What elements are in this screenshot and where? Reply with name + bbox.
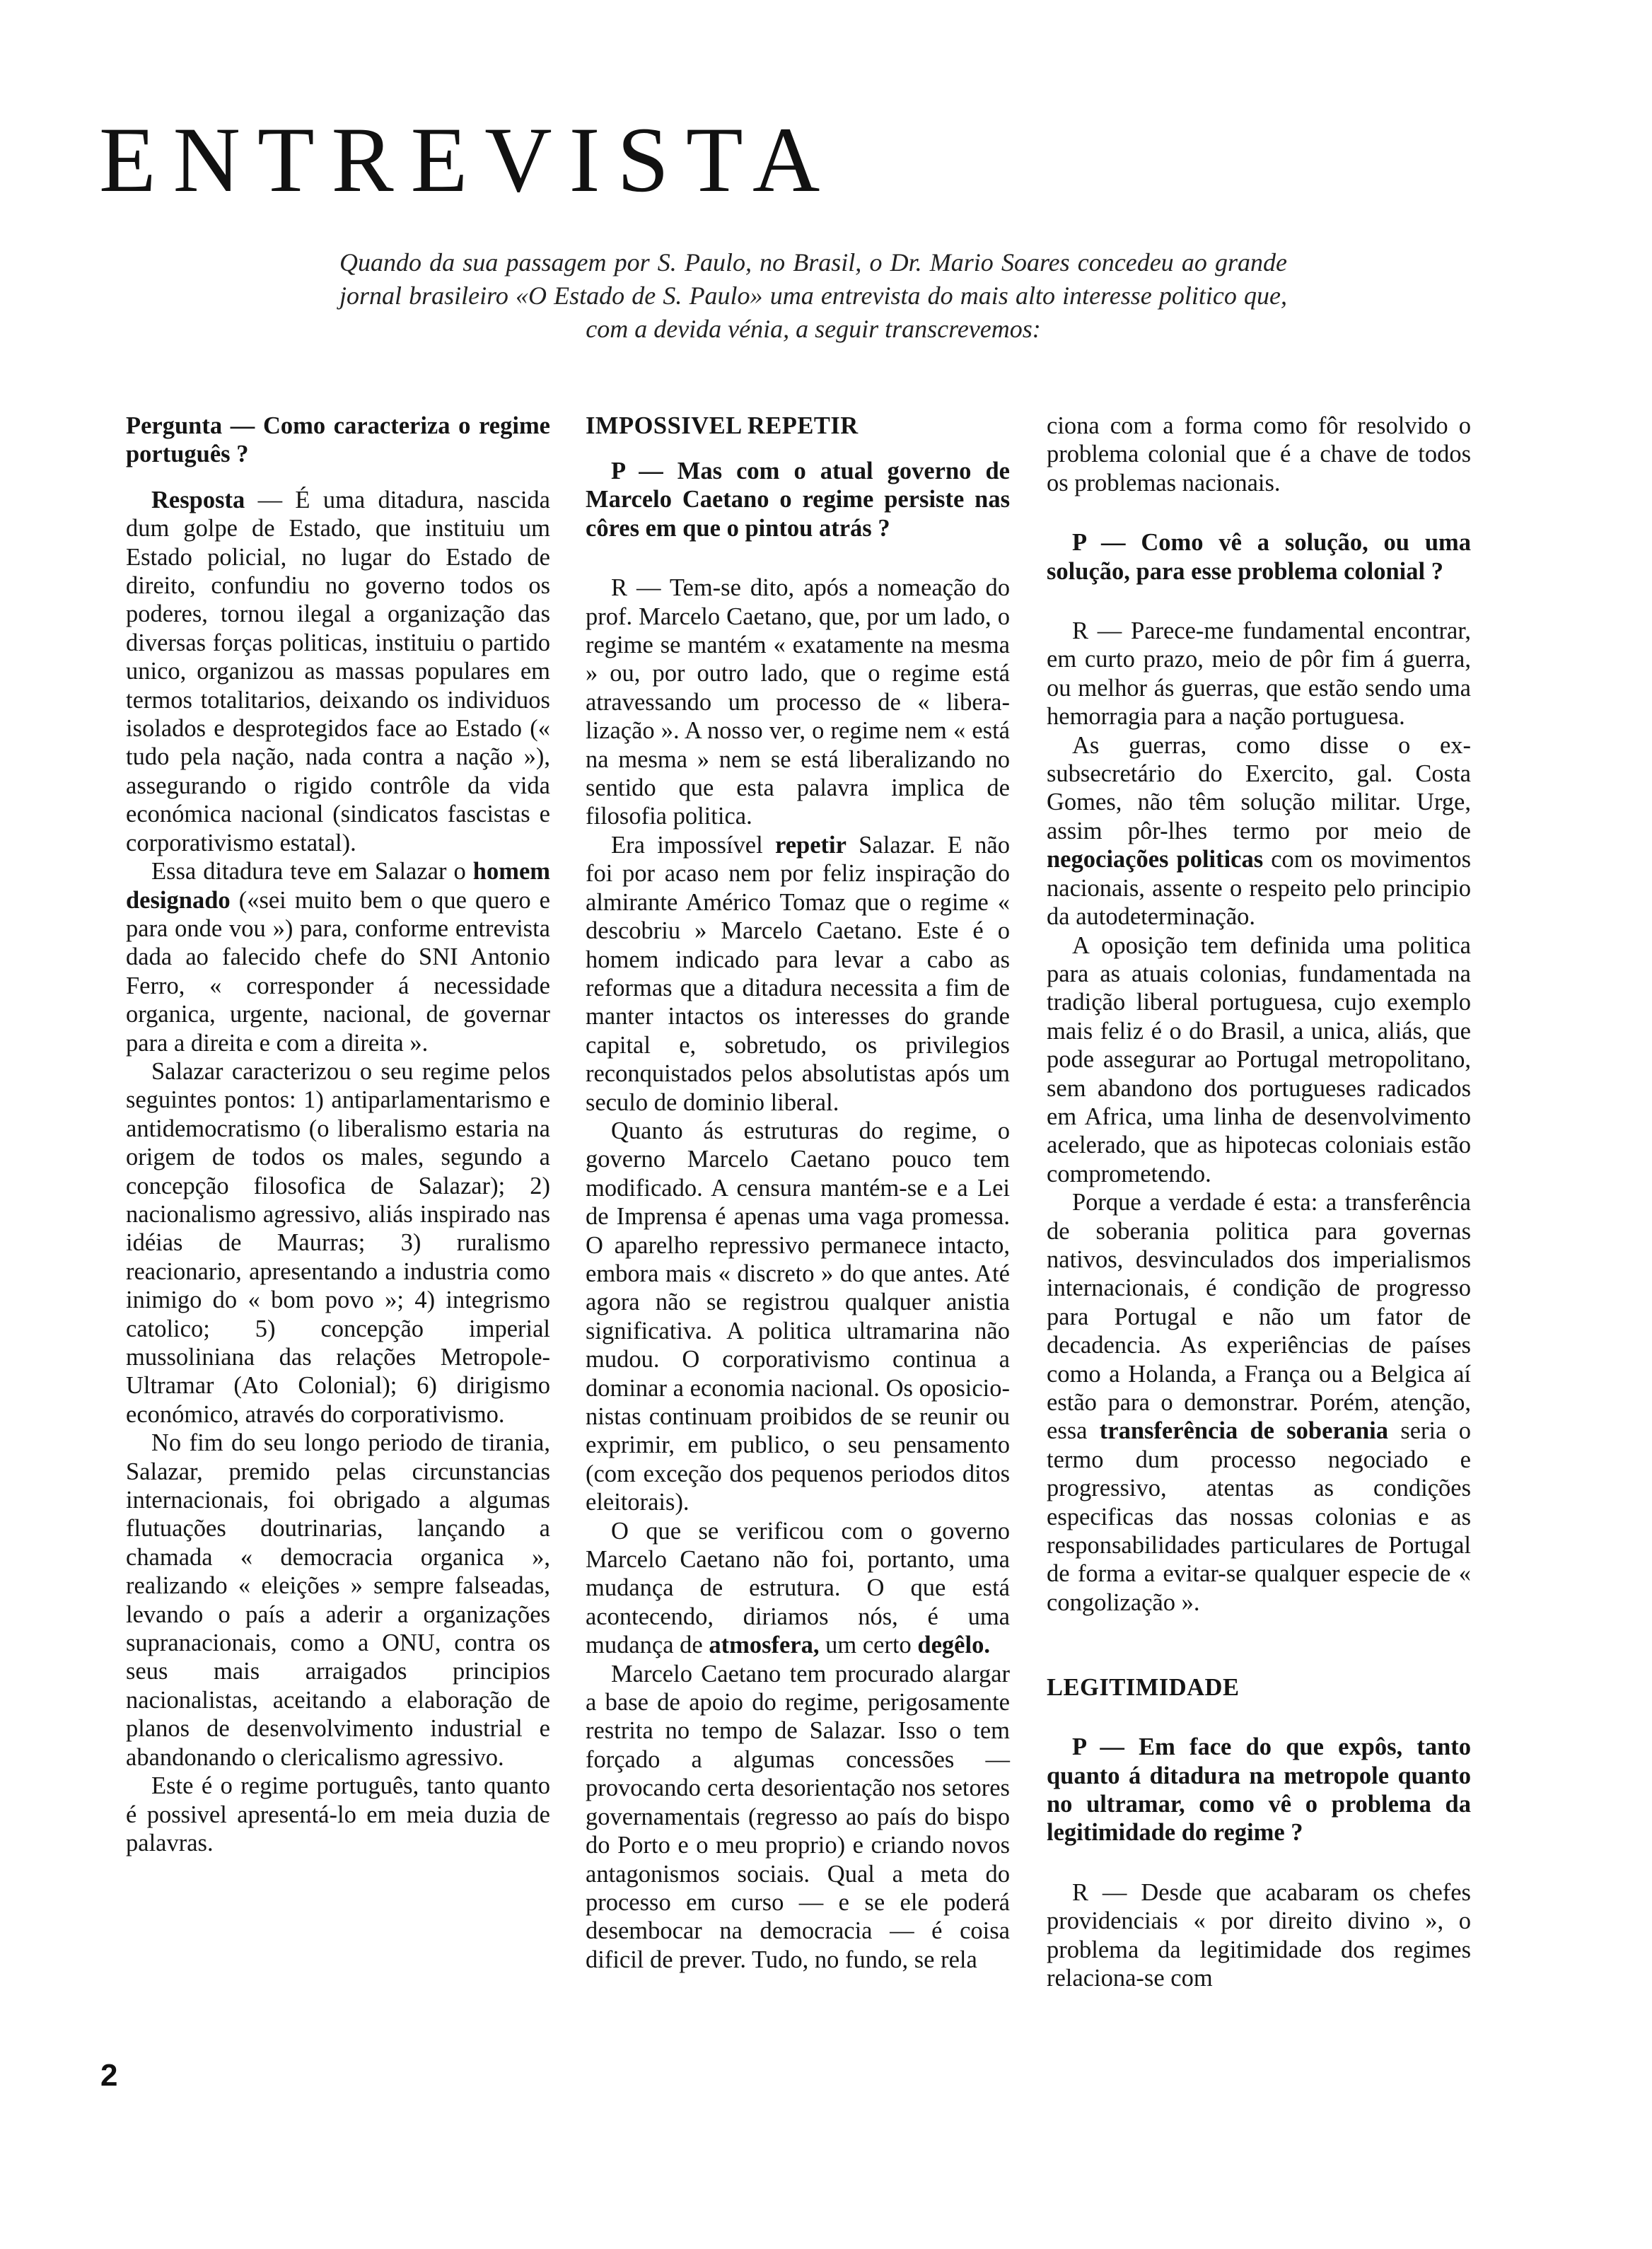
- text-run: Era impossível: [611, 831, 776, 859]
- text-run: seria o termo dum processo negociado e progressivo, atentas as condições especificas das nossas colonias e as responsabilidades particulares de Portugal de forma a evitar-se qualquer especie de « congolização ».: [1047, 1417, 1471, 1616]
- text-run: O que se verificou com o governo Marcelo Caetano não foi, portanto, uma mudança de estrutura. O que está acontecendo, diriamos nós, é uma mudança de: [586, 1517, 1010, 1659]
- paragraph: Salazar caracterizou o seu regime pelos seguintes pontos: 1) antiparlamentarismo e antidemocratismo (o liberalismo estaria na origem de todos os males, segundo a concepção filosofica de Salazar); 2) nacionalismo agressivo, aliás inspirado nas idéias de Maurras; 3) ruralismo reacionario, apresentando a industria como inimigo do « bom povo »; 4) integrismo catolico; 5) concepção imperial mussoliniana das relações Metropole-Ultramar (Ato Colonial); 6) dirigismo económico, através do corporativismo.: [126, 1057, 550, 1428]
- paragraph: Marcelo Caetano tem procurado alargar a base de apoio do regime, perigosamente restrita no tempo de Salazar. Isso o tem forçado a algumas concessões — provocando certa desorientação nos setores governamentais (regresso ao país do bispo do Porto e o meu proprio) e criando novos antagonismos sociais. Qual a meta do processo em curso — e se ele poderá desembocar na democracia — é coisa dificil de prever. Tudo, no fundo, se rela: [586, 1660, 1010, 1973]
- answer-label: Resposta: [151, 486, 245, 513]
- text-run: As guerras, como disse o ex-subsecretário do Exercito, gal. Costa Gomes, não têm solução militar. Urge, assim pôr-lhes termo por meio de: [1047, 731, 1471, 844]
- column-2: [586, 412, 1010, 1974]
- emphasis: transferência de soberania: [1099, 1417, 1389, 1445]
- intro-paragraph: Quando da sua passagem por S. Paulo, no Brasil, o Dr. Mario Soares concedeu ao grande jornal brasileiro «O Estado de S. Paulo» uma entrevista do mais alto interesse politico que, com a devida vénia, a seguir transcrevemos:: [339, 248, 1287, 343]
- paragraph: [586, 831, 1010, 1117]
- emphasis: repetir: [775, 831, 847, 859]
- paragraph: A oposição tem definida uma politica para as atuais colonias, fundamentada na tradição liberal portuguesa, cujo exemplo mais feliz é o do Brasil, a unica, aliás, que pode assegurar ao Portugal metropolitano, sem abandono dos portugueses radicados em Africa, uma linha de desenvolvimento acelerado, que as hipotecas coloniais estão comprometendo.: [1047, 931, 1471, 1187]
- text-run: Porque a verdade é esta: a transferência de soberania politica para governas nativos, desvinculados dos imperialismos internacionais, é condição de progresso para Portugal e não um fator de decadencia. As experiências de países como a Holanda, a França ou a Belgica aí estão para o demonstrar. Porém, atenção, essa: [1047, 1189, 1471, 1445]
- paragraph: Este é o regime português, tanto quanto é possivel apresentá-lo em meia duzia de palavras.: [126, 1772, 550, 1856]
- answer-1-text: — É uma ditadura, nascida dum golpe de Estado, que instituiu um Estado policial, no lugar do Estado de direito, confundiu no governo todos os poderes, tornou ilegal a organização das diversas forças politicas, instituiu o partido unico, organizou as massas populares em termos totalitarios, deixando os individuos isolados e desprotegidos face ao Estado (« tudo pela nação, nada contra a nação »), assegurando o rigido contrôle da vida económica nacional (sindicatos fascistas e corporativismo estatal).: [126, 486, 550, 856]
- paragraph: ciona com a forma como fôr resolvido o problema colonial que é a chave de todos os problemas nacionais.: [1047, 412, 1471, 496]
- section-heading: LEGITIMIDADE: [1047, 1674, 1240, 1702]
- answer-3: R — Parece-me fundamental encontrar, em curto prazo, meio de pôr fim á guerra, ou melhor ás guerras, que estão sendo uma hemorragia para a nação portuguesa.: [1047, 617, 1471, 731]
- answer-2: R — Tem-se dito, após a nomeação do prof. Marcelo Caetano, que, por um lado, o regime se mantém « exatamente na mesma » ou, por outro lado, que o regime está atravessando um processo de « liberalização ». A nosso ver, o regime nem « está na mesma » nem se está liberalizando no sentido que esta palavra implica de filosofia politica.: [586, 574, 1010, 830]
- page-number: 2: [100, 2058, 118, 2093]
- paragraph: No fim do seu longo periodo de tirania, Salazar, premido pelas circunstancias internacionais, foi obrigado a algumas flutuações doutrinarias, lançando a chamada « democracia organica », realizando « eleições » sempre falseadas, levando o país a aderir a organizações supranacionais, como a ONU, contra os seus mais arraigados principios nacionalistas, aceitando a elaboração de planos de desenvolvimento industrial e abandonando o clericalismo agressivo.: [126, 1429, 550, 1771]
- emphasis: atmosfera,: [709, 1632, 820, 1659]
- text-run: Salazar. E não foi por acaso nem por feliz inspiração do almirante Américo Tomaz que o regime « descobriu » Marcelo Caetano. Este é o homem indicado para levar a cabo as reformas que a ditadura necessita a fim de manter intactos os interesses do grande capital e, sobretudo, os privilegios reconquistados pelos absolutistas após um seculo de dominio liberal.: [586, 831, 1010, 1116]
- emphasis: negociações politicas: [1047, 846, 1264, 873]
- paragraph: [1047, 1188, 1471, 1617]
- text-run: («sei muito bem o que quero e para onde vou ») para, conforme entrevista dada ao falecido chefe do SNI Antonio Ferro, « corresponder á necessidade organica, urgente, nacional, de governar para a direita e com a direita ».: [126, 886, 550, 1057]
- paragraph: [126, 857, 550, 1057]
- answer-1: [126, 486, 550, 857]
- question-2: P — Mas com o atual governo de Marcelo Caetano o regime persiste nas côres em que o pintou atrás ?: [586, 458, 1010, 542]
- paragraph: Quanto ás estruturas do regime, o governo Marcelo Caetano pouco tem modificado. A censura mantém-se e a Lei de Imprensa é apenas uma vaga promessa. O aparelho repressivo permanece intacto, embora mais « discreto » do que antes. Até agora não se registrou qualquer anistia significativa. A politica ultramarina não mudou. O corporativismo continua a dominar a economia nacional. Os oposicionistas continuam proibidos de se reunir ou exprimir, em publico, o seu pensamento (com exceção dos pequenos periodos ditos eleitorais).: [586, 1117, 1010, 1516]
- emphasis: degêlo.: [917, 1632, 990, 1659]
- paragraph: [586, 1517, 1010, 1660]
- question-1: Pergunta — Como caracteriza o regime português ?: [126, 412, 550, 468]
- paragraph: [1047, 731, 1471, 931]
- text-run: Essa ditadura teve em Salazar o: [151, 858, 473, 885]
- text-run: um certo: [819, 1632, 918, 1659]
- column-1: [126, 412, 550, 1857]
- section-heading: IMPOSSIVEL REPETIR: [586, 412, 859, 439]
- emphasis: homem designado: [126, 858, 550, 914]
- question-3: P — Como vê a solução, ou uma solução, para esse problema colonial ?: [1047, 529, 1471, 585]
- answer-4: R — Desde que acabaram os chefes providenciais « por direito divino », o problema da legitimidade dos regimes relaciona-se com: [1047, 1878, 1471, 1992]
- question-4: P — Em face do que expôs, tanto quanto á ditadura na metropole quanto no ultramar, como vê o problema da legitimidade do regime ?: [1047, 1733, 1471, 1847]
- column-3: [1047, 412, 1471, 1993]
- text-run: com os movimentos nacionais, assente o respeito pelo principio da autodeterminação.: [1047, 846, 1472, 931]
- article-headline: ENTREVISTA: [99, 107, 837, 211]
